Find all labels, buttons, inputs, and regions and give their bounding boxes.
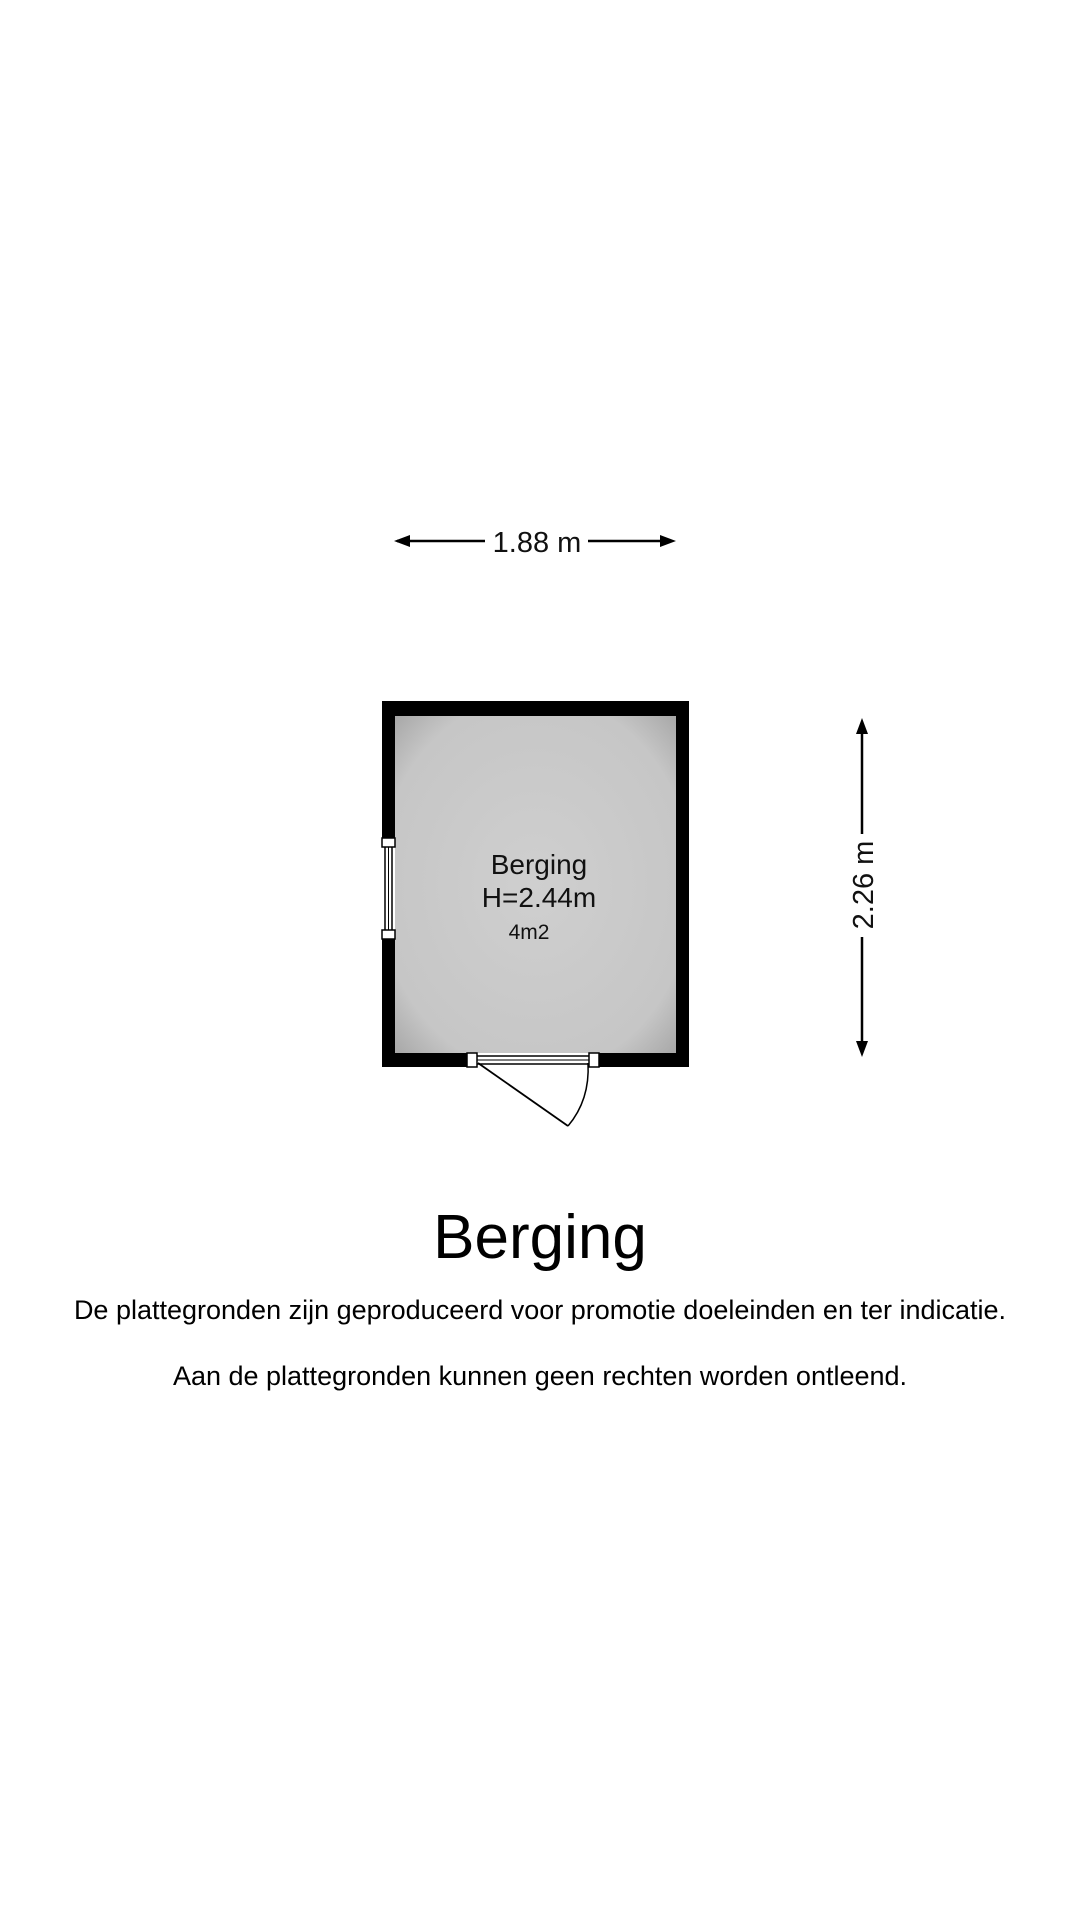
room-ceiling-height: H=2.44m [481,882,597,913]
height-label: 2.26 m [848,840,880,930]
room-name: Berging [490,849,588,880]
arrow-down-icon [856,1041,868,1057]
disclaimer-text: Aan de plattegronden kunnen geen rechten worden ontleend. [172,1361,908,1391]
arrow-left-icon [394,535,410,547]
width-label: 1.88 m [492,527,582,559]
arrow-up-icon [856,718,868,734]
arrow-right-icon [660,535,676,547]
door-swing-arc [568,1063,588,1126]
room-area: 4m2 [508,921,550,944]
page-title: Berging [433,1203,647,1272]
height-dimension [848,718,880,1057]
door-bottom [467,1053,599,1126]
disclaimer-text: De plattegronden zijn geproduceerd voor promotie doeleinden en ter indicatie. [73,1295,1007,1325]
door-leaf [478,1063,568,1126]
width-dimension [394,527,676,559]
window-left [382,838,395,939]
